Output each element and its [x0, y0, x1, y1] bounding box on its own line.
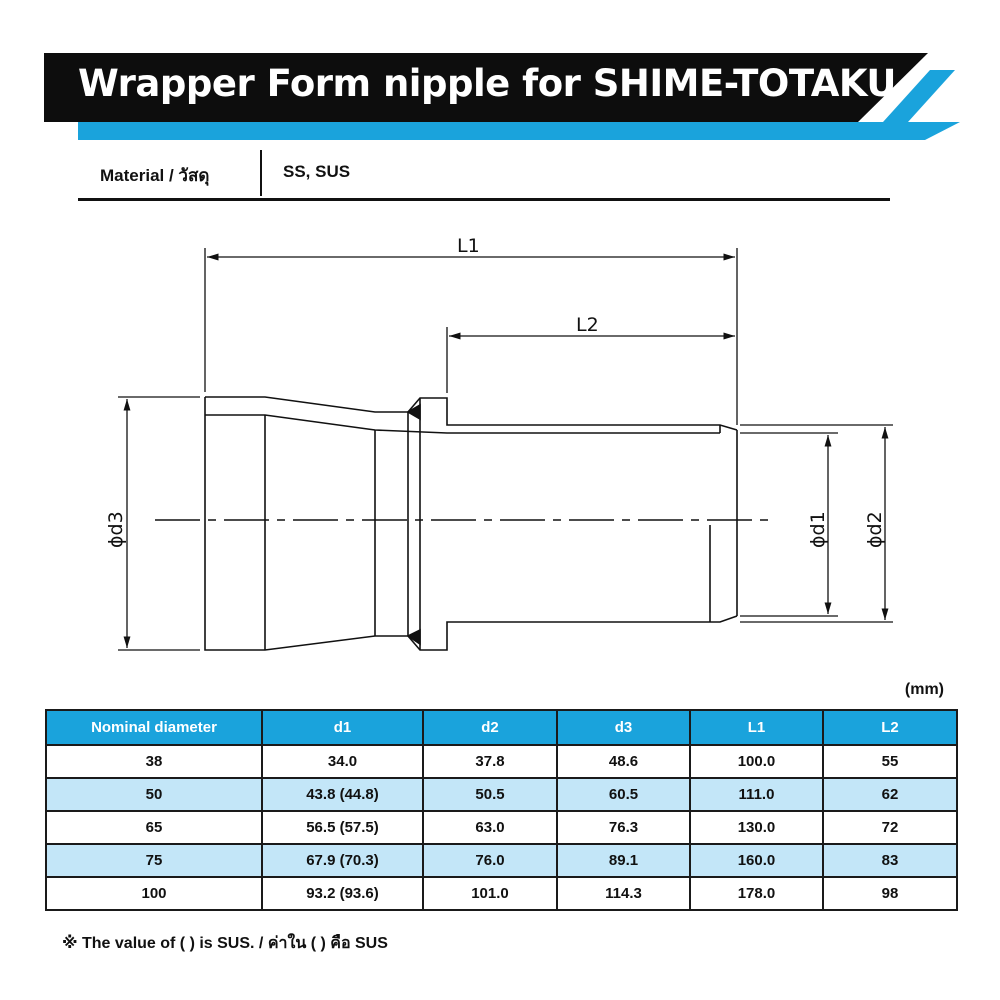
- table-row: [46, 877, 957, 910]
- table-cell: 63.0: [423, 811, 557, 844]
- table-cell: 60.5: [557, 778, 690, 811]
- table-cell: 76.3: [557, 811, 690, 844]
- spec-table: [45, 709, 958, 911]
- table-cell: 89.1: [557, 844, 690, 877]
- part-outline: [205, 397, 737, 650]
- unit-label: (mm): [904, 681, 944, 698]
- label-l1: L1: [457, 235, 480, 257]
- table-cell: 34.0: [262, 745, 423, 778]
- table-cell: 93.2 (93.6): [262, 877, 423, 910]
- header-l2: L2: [823, 710, 957, 745]
- table-cell: 56.5 (57.5): [262, 811, 423, 844]
- label-d3: ϕd3: [105, 511, 127, 548]
- dimension-d3: [118, 397, 200, 650]
- table-cell: 72: [823, 811, 957, 844]
- table-cell: 67.9 (70.3): [262, 844, 423, 877]
- table-cell: 98: [823, 877, 957, 910]
- table-cell: 111.0: [690, 778, 823, 811]
- label-l2: L2: [576, 314, 599, 336]
- table-cell: 43.8 (44.8): [262, 778, 423, 811]
- header-d1: d1: [262, 710, 423, 745]
- table-cell: 76.0: [423, 844, 557, 877]
- table-cell: 38: [46, 745, 262, 778]
- label-d2: ϕd2: [864, 511, 886, 548]
- header-d3: d3: [557, 710, 690, 745]
- table-cell: 65: [46, 811, 262, 844]
- table-cell: 50.5: [423, 778, 557, 811]
- table-header-row: [46, 710, 957, 745]
- dimension-l2: [447, 327, 735, 393]
- table-cell: 62: [823, 778, 957, 811]
- table-cell: 101.0: [423, 877, 557, 910]
- header-l1: L1: [690, 710, 823, 745]
- table-row: [46, 844, 957, 877]
- table-row: [46, 811, 957, 844]
- footnote: ※ The value of ( ) is SUS. / ค่าใน ( ) คือ SUS: [62, 935, 388, 952]
- table-cell: 100.0: [690, 745, 823, 778]
- header-nominal-diameter: Nominal diameter: [46, 710, 262, 745]
- table-cell: 50: [46, 778, 262, 811]
- material-value: SS, SUS: [283, 162, 351, 181]
- table-cell: 48.6: [557, 745, 690, 778]
- table-cell: 75: [46, 844, 262, 877]
- table-cell: 178.0: [690, 877, 823, 910]
- table-cell: 83: [823, 844, 957, 877]
- table-row: [46, 778, 957, 811]
- table-cell: 37.8: [423, 745, 557, 778]
- table-cell: 55: [823, 745, 957, 778]
- table-cell: 100: [46, 877, 262, 910]
- header-d2: d2: [423, 710, 557, 745]
- table-row: [46, 745, 957, 778]
- table-cell: 130.0: [690, 811, 823, 844]
- table-cell: 114.3: [557, 877, 690, 910]
- page-title: Wrapper Form nipple for SHIME-TOTAKU: [78, 62, 896, 105]
- material-label: Material / วัสดุ: [100, 166, 210, 185]
- label-d1: ϕd1: [807, 511, 829, 548]
- table-cell: 160.0: [690, 844, 823, 877]
